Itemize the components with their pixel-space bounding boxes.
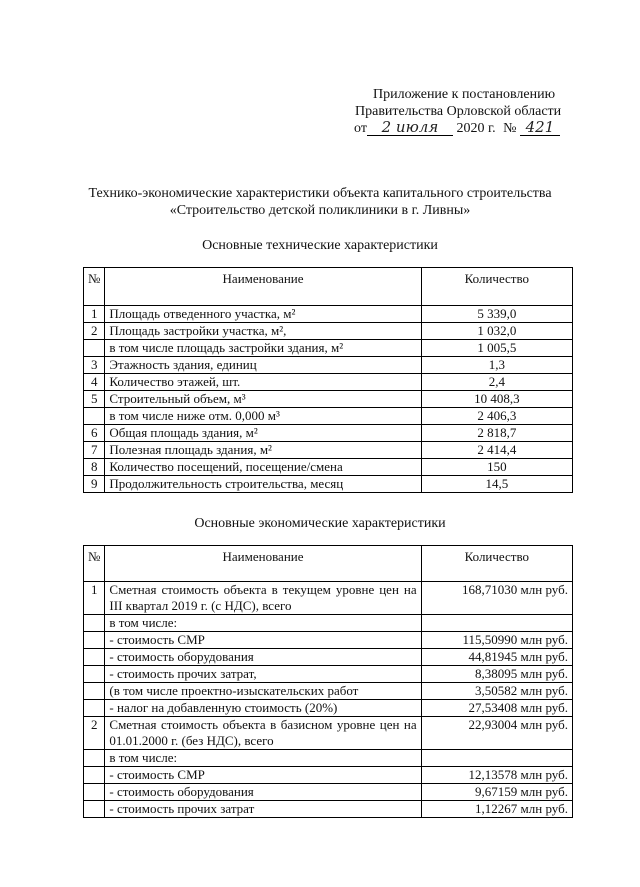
decree-year: 2020 г. (456, 121, 496, 136)
col-header-name: Наименование (105, 546, 421, 582)
table-row (84, 632, 573, 649)
decree-date-line (354, 120, 560, 137)
table-row (84, 582, 573, 615)
row-qty: 115,50990 млн руб. (421, 632, 572, 649)
row-qty: 150 (421, 459, 572, 476)
row-num (84, 615, 105, 632)
row-num (84, 649, 105, 666)
row-name: в том числе: (105, 750, 421, 767)
row-num (84, 683, 105, 700)
row-num: 8 (84, 459, 105, 476)
appendix-line-1: Приложение к постановлению (373, 87, 556, 102)
from-prefix: от (354, 121, 367, 136)
row-num: 7 (84, 442, 105, 459)
row-name: Этажность здания, единиц (105, 357, 421, 374)
row-num: 3 (84, 357, 105, 374)
econ-section-heading: Основные экономические характеристики (194, 516, 446, 531)
econ-table-header (84, 546, 573, 582)
row-name: Площадь отведенного участка, м² (105, 306, 421, 323)
row-num: 5 (84, 391, 105, 408)
table-row (84, 391, 573, 408)
table-row (84, 408, 573, 425)
table-row (84, 784, 573, 801)
econ-table (83, 545, 573, 818)
number-sign: № (503, 121, 517, 136)
table-row (84, 340, 573, 357)
table-row (84, 649, 573, 666)
row-name: - стоимость СМР (105, 632, 421, 649)
handwritten-number: 421 (520, 120, 560, 136)
row-qty: 12,13578 млн руб. (421, 767, 572, 784)
row-name: (в том числе проектно-изыскательских работ (105, 683, 421, 700)
row-qty (421, 615, 572, 632)
row-name: в том числе ниже отм. 0,000 м³ (105, 408, 421, 425)
table-row (84, 767, 573, 784)
row-qty: 14,5 (421, 476, 572, 493)
row-name: Строительный объем, м³ (105, 391, 421, 408)
col-header-qty: Количество (421, 268, 572, 306)
col-header-qty: Количество (421, 546, 572, 582)
row-qty: 8,38095 млн руб. (421, 666, 572, 683)
row-name: в том числе площадь застройки здания, м² (105, 340, 421, 357)
row-qty: 1,12267 млн руб. (421, 801, 572, 818)
table-row (84, 666, 573, 683)
col-header-name: Наименование (105, 268, 421, 306)
row-num (84, 666, 105, 683)
row-qty: 2,4 (421, 374, 572, 391)
table-row (84, 717, 573, 750)
document-title-line-2: «Строительство детской поликлиники в г. Ливны» (169, 203, 471, 218)
table-row (84, 425, 573, 442)
row-name: Продолжительность строительства, месяц (105, 476, 421, 493)
table-row (84, 615, 573, 632)
row-name: Сметная стоимость объекта в базисном уровне цен на 01.01.2000 г. (без НДС), всего (105, 717, 421, 750)
row-qty: 10 408,3 (421, 391, 572, 408)
row-num (84, 700, 105, 717)
table-row (84, 323, 573, 340)
row-num (84, 750, 105, 767)
row-name: Полезная площадь здания, м² (105, 442, 421, 459)
col-header-num: № (84, 546, 105, 582)
row-name: Сметная стоимость объекта в текущем уровне цен на III квартал 2019 г. (с НДС), всего (105, 582, 421, 615)
table-row (84, 357, 573, 374)
row-num (84, 767, 105, 784)
row-qty: 44,81945 млн руб. (421, 649, 572, 666)
row-name: - стоимость оборудования (105, 649, 421, 666)
row-name: - стоимость оборудования (105, 784, 421, 801)
document-title-line-1: Технико-экономические характеристики объекта капитального строительства (88, 186, 552, 201)
row-num: 6 (84, 425, 105, 442)
handwritten-date: 2 июля (367, 120, 453, 136)
row-num (84, 784, 105, 801)
row-name: - стоимость СМР (105, 767, 421, 784)
row-qty: 2 414,4 (421, 442, 572, 459)
table-row (84, 306, 573, 323)
row-name: Количество посещений, посещение/смена (105, 459, 421, 476)
row-num (84, 340, 105, 357)
row-num: 2 (84, 323, 105, 340)
row-num: 1 (84, 582, 105, 615)
table-row (84, 683, 573, 700)
row-num: 4 (84, 374, 105, 391)
row-num: 2 (84, 717, 105, 750)
row-qty: 168,71030 млн руб. (421, 582, 572, 615)
row-qty: 9,67159 млн руб. (421, 784, 572, 801)
row-name: Количество этажей, шт. (105, 374, 421, 391)
tech-table-header (84, 268, 573, 306)
row-name: - стоимость прочих затрат (105, 801, 421, 818)
row-qty: 2 406,3 (421, 408, 572, 425)
row-qty: 22,93004 млн руб. (421, 717, 572, 750)
table-row (84, 442, 573, 459)
row-name: Общая площадь здания, м² (105, 425, 421, 442)
row-qty: 1 032,0 (421, 323, 572, 340)
row-name: - стоимость прочих затрат, (105, 666, 421, 683)
appendix-line-2: Правительства Орловской области (355, 104, 562, 119)
table-row (84, 801, 573, 818)
row-num: 9 (84, 476, 105, 493)
table-row (84, 459, 573, 476)
row-qty (421, 750, 572, 767)
row-qty: 27,53408 млн руб. (421, 700, 572, 717)
row-num (84, 632, 105, 649)
row-qty: 3,50582 млн руб. (421, 683, 572, 700)
col-header-num: № (84, 268, 105, 306)
table-row (84, 374, 573, 391)
row-name: - налог на добавленную стоимость (20%) (105, 700, 421, 717)
row-name: в том числе: (105, 615, 421, 632)
row-qty: 1,3 (421, 357, 572, 374)
row-qty: 5 339,0 (421, 306, 572, 323)
row-num (84, 801, 105, 818)
row-num (84, 408, 105, 425)
tech-table (83, 267, 573, 493)
row-qty: 2 818,7 (421, 425, 572, 442)
row-qty: 1 005,5 (421, 340, 572, 357)
row-name: Площадь застройки участка, м², (105, 323, 421, 340)
table-row (84, 476, 573, 493)
table-row (84, 750, 573, 767)
tech-section-heading: Основные технические характеристики (202, 238, 438, 253)
table-row (84, 700, 573, 717)
row-num: 1 (84, 306, 105, 323)
